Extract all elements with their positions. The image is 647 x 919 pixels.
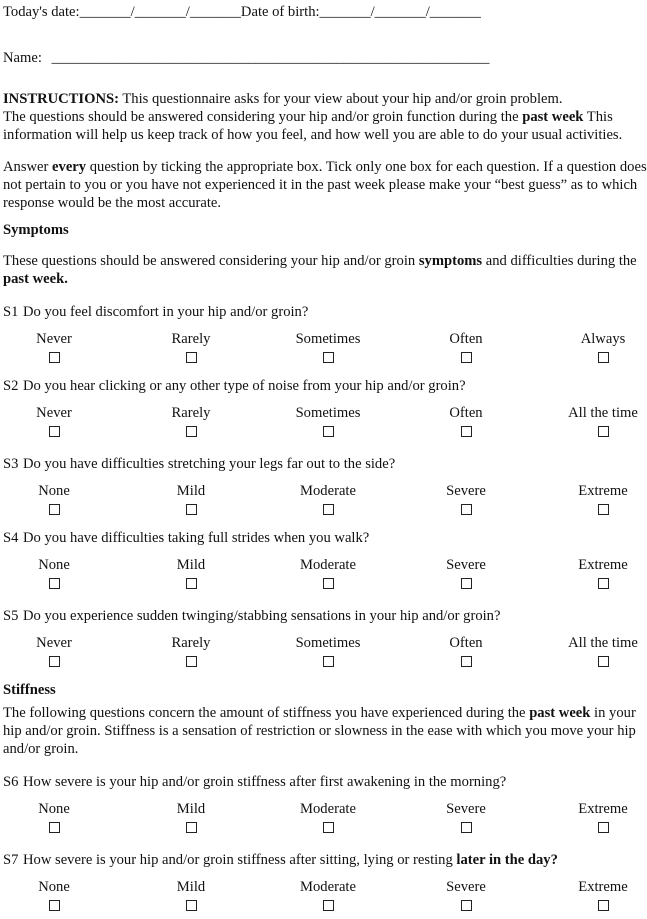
option-label: Rarely bbox=[171, 331, 211, 347]
option[interactable] bbox=[406, 879, 526, 911]
question-number: S3 bbox=[3, 456, 19, 472]
option[interactable] bbox=[268, 801, 388, 833]
symptoms-heading-text: Symptoms bbox=[3, 222, 69, 238]
instructions-p2-a: The questions should be answered considering your hip and/or groin function during the bbox=[3, 108, 523, 125]
checkbox[interactable] bbox=[323, 504, 334, 515]
symptoms-intro bbox=[3, 253, 647, 289]
option[interactable] bbox=[131, 879, 251, 911]
option-label: Rarely bbox=[171, 405, 211, 421]
question-number: S7 bbox=[3, 852, 19, 868]
question-text: Do you have difficulties taking full strides when you walk? bbox=[23, 530, 370, 546]
option-label: Extreme bbox=[578, 879, 628, 895]
question-text: Do you hear clicking or any other type of noise from your hip and/or groin? bbox=[23, 378, 466, 394]
checkbox[interactable] bbox=[598, 656, 609, 667]
question-text: How severe is your hip and/or groin stiffness after sitting, lying or resting bbox=[23, 852, 457, 868]
checkbox[interactable] bbox=[49, 656, 60, 667]
option-label: Sometimes bbox=[295, 405, 361, 421]
stiffness-heading bbox=[3, 681, 56, 699]
options-s6 bbox=[0, 801, 647, 841]
option[interactable] bbox=[0, 405, 114, 437]
option-label: Never bbox=[36, 635, 72, 651]
option-label: Often bbox=[449, 405, 483, 421]
stiffness-intro-c: in your hip and/or groin. Stiffness is a sensation of restriction or slowness in the ease with which you move your hip and/or groin. bbox=[3, 705, 636, 757]
question-number: S5 bbox=[3, 608, 19, 624]
option[interactable] bbox=[0, 879, 114, 911]
option[interactable] bbox=[131, 635, 251, 667]
checkbox[interactable] bbox=[186, 900, 197, 911]
question-text: Do you experience sudden twinging/stabbing sensations in your hip and/or groin? bbox=[23, 608, 501, 624]
checkbox[interactable] bbox=[323, 900, 334, 911]
option-label: None bbox=[38, 801, 70, 817]
name-blank: ____________________________________________________________ bbox=[51, 50, 490, 66]
question-number: S1 bbox=[3, 304, 19, 320]
checkbox[interactable] bbox=[186, 426, 197, 437]
option[interactable] bbox=[0, 557, 114, 589]
stiffness-intro bbox=[3, 705, 647, 758]
option[interactable] bbox=[406, 483, 526, 515]
option-label: Extreme bbox=[578, 483, 628, 499]
option[interactable] bbox=[543, 483, 647, 515]
instructions-p3-c: question by ticking the appropriate box. Tick only one box for each question. If a question does not pertain to you or you have not experienced it in the past week please make your “best guess” as to which response would be the most accurate. bbox=[3, 159, 647, 211]
checkbox[interactable] bbox=[323, 352, 334, 363]
option-label: Sometimes bbox=[295, 635, 361, 651]
option-label: All the time bbox=[568, 405, 638, 421]
checkbox[interactable] bbox=[49, 578, 60, 589]
option-label: Never bbox=[36, 331, 72, 347]
stiffness-intro-a: The following questions concern the amount of stiffness you have experienced during the bbox=[3, 705, 530, 721]
option[interactable] bbox=[268, 635, 388, 667]
question-number: S6 bbox=[3, 774, 19, 790]
option-label: Mild bbox=[176, 801, 206, 817]
option[interactable] bbox=[543, 879, 647, 911]
option[interactable] bbox=[268, 331, 388, 363]
option-label: Severe bbox=[446, 801, 486, 817]
question-s2 bbox=[3, 377, 466, 395]
option[interactable] bbox=[131, 557, 251, 589]
question-text: Do you feel discomfort in your hip and/or groin? bbox=[23, 304, 309, 320]
option[interactable] bbox=[131, 483, 251, 515]
option[interactable] bbox=[268, 557, 388, 589]
option[interactable] bbox=[131, 801, 251, 833]
instructions-block bbox=[3, 91, 647, 144]
option-label: Often bbox=[449, 635, 483, 651]
option[interactable] bbox=[406, 801, 526, 833]
option-label: Often bbox=[449, 331, 483, 347]
checkbox[interactable] bbox=[598, 426, 609, 437]
checkbox[interactable] bbox=[461, 352, 472, 363]
stiffness-intro-bold: past week bbox=[529, 705, 591, 721]
question-s5 bbox=[3, 607, 500, 625]
option-label: Extreme bbox=[578, 557, 628, 573]
option[interactable] bbox=[406, 557, 526, 589]
question-number: S2 bbox=[3, 378, 19, 394]
checkbox[interactable] bbox=[461, 900, 472, 911]
option-label: Moderate bbox=[300, 801, 356, 817]
question-number: S4 bbox=[3, 530, 19, 546]
question-text: How severe is your hip and/or groin stiffness after first awakening in the morning? bbox=[23, 774, 507, 790]
option[interactable] bbox=[0, 801, 114, 833]
checkbox[interactable] bbox=[323, 656, 334, 667]
checkbox[interactable] bbox=[49, 900, 60, 911]
instructions-p2-c: This information will help us keep track of how you feel, and how well you are able to do your usual activities. bbox=[3, 108, 623, 143]
question-s4 bbox=[3, 529, 369, 547]
checkbox[interactable] bbox=[461, 656, 472, 667]
option[interactable] bbox=[268, 405, 388, 437]
date-line: Today's date:_______/_______/_______Date of birth:_______/_______/_______ bbox=[3, 4, 481, 20]
options-s3 bbox=[0, 483, 647, 523]
option-label: Always bbox=[580, 331, 626, 347]
name-label: Name: bbox=[3, 50, 42, 66]
checkbox[interactable] bbox=[49, 504, 60, 515]
option[interactable] bbox=[543, 405, 647, 437]
checkbox[interactable] bbox=[461, 822, 472, 833]
checkbox[interactable] bbox=[186, 504, 197, 515]
option-label: Moderate bbox=[300, 557, 356, 573]
option[interactable] bbox=[406, 405, 526, 437]
checkbox[interactable] bbox=[323, 822, 334, 833]
option-label: None bbox=[38, 879, 70, 895]
option[interactable] bbox=[543, 557, 647, 589]
option[interactable] bbox=[406, 635, 526, 667]
option[interactable] bbox=[543, 635, 647, 667]
option-label: Extreme bbox=[578, 801, 628, 817]
option-label: Severe bbox=[446, 483, 486, 499]
option[interactable] bbox=[406, 331, 526, 363]
instructions-p3-bold: every bbox=[52, 159, 87, 175]
checkbox[interactable] bbox=[598, 822, 609, 833]
option[interactable] bbox=[543, 801, 647, 833]
options-s7 bbox=[0, 879, 647, 919]
option-label: Severe bbox=[446, 879, 486, 895]
instructions-answer-block bbox=[3, 159, 647, 212]
option-label: Mild bbox=[176, 879, 206, 895]
option-label: Mild bbox=[176, 557, 206, 573]
question-s1 bbox=[3, 303, 308, 321]
checkbox[interactable] bbox=[461, 426, 472, 437]
options-s5 bbox=[0, 635, 647, 675]
options-s1 bbox=[0, 331, 647, 371]
checkbox[interactable] bbox=[323, 578, 334, 589]
question-text: Do you have difficulties stretching your legs far out to the side? bbox=[23, 456, 396, 472]
instructions-line1: This questionnaire asks for your view about your hip and/or groin problem. bbox=[118, 91, 563, 107]
option-label: All the time bbox=[568, 635, 638, 651]
option-label: Moderate bbox=[300, 483, 356, 499]
checkbox[interactable] bbox=[461, 504, 472, 515]
question-text-bold: later in the day? bbox=[456, 852, 558, 868]
symptoms-intro-bold: symptoms bbox=[418, 253, 483, 269]
symptoms-intro-c: and difficulties during the bbox=[482, 253, 637, 269]
option-label: Severe bbox=[446, 557, 486, 573]
instructions-p3-a: Answer bbox=[3, 159, 53, 175]
option-label: None bbox=[38, 557, 70, 573]
checkbox[interactable] bbox=[186, 656, 197, 667]
question-s7 bbox=[3, 851, 558, 869]
option[interactable] bbox=[0, 483, 114, 515]
checkbox[interactable] bbox=[186, 578, 197, 589]
checkbox[interactable] bbox=[598, 504, 609, 515]
checkbox[interactable] bbox=[186, 352, 197, 363]
option[interactable] bbox=[0, 635, 114, 667]
option[interactable] bbox=[131, 331, 251, 363]
checkbox[interactable] bbox=[186, 822, 197, 833]
checkbox[interactable] bbox=[461, 578, 472, 589]
checkbox[interactable] bbox=[49, 822, 60, 833]
checkbox[interactable] bbox=[323, 426, 334, 437]
checkbox[interactable] bbox=[49, 426, 60, 437]
options-s4 bbox=[0, 557, 647, 597]
option-label: Rarely bbox=[171, 635, 211, 651]
option[interactable] bbox=[131, 405, 251, 437]
symptoms-intro-bold2: past week. bbox=[3, 270, 68, 287]
option-label: Sometimes bbox=[295, 331, 361, 347]
option-label: Mild bbox=[176, 483, 206, 499]
checkbox[interactable] bbox=[598, 352, 609, 363]
question-s3 bbox=[3, 455, 395, 473]
name-line bbox=[3, 49, 489, 67]
stiffness-heading-text: Stiffness bbox=[3, 682, 56, 698]
option-label: Never bbox=[36, 405, 72, 421]
option[interactable] bbox=[0, 331, 114, 363]
option-label: Moderate bbox=[300, 879, 356, 895]
instructions-p2-bold: past week bbox=[522, 108, 584, 125]
checkbox[interactable] bbox=[598, 578, 609, 589]
symptoms-heading bbox=[3, 221, 69, 239]
option[interactable] bbox=[268, 879, 388, 911]
option[interactable] bbox=[268, 483, 388, 515]
options-s2 bbox=[0, 405, 647, 445]
symptoms-intro-a: These questions should be answered considering your hip and/or groin bbox=[3, 253, 419, 269]
option-label: None bbox=[38, 483, 70, 499]
question-s6 bbox=[3, 773, 506, 791]
option[interactable] bbox=[543, 331, 647, 363]
instructions-heading: INSTRUCTIONS: bbox=[3, 91, 119, 107]
checkbox[interactable] bbox=[598, 900, 609, 911]
checkbox[interactable] bbox=[49, 352, 60, 363]
